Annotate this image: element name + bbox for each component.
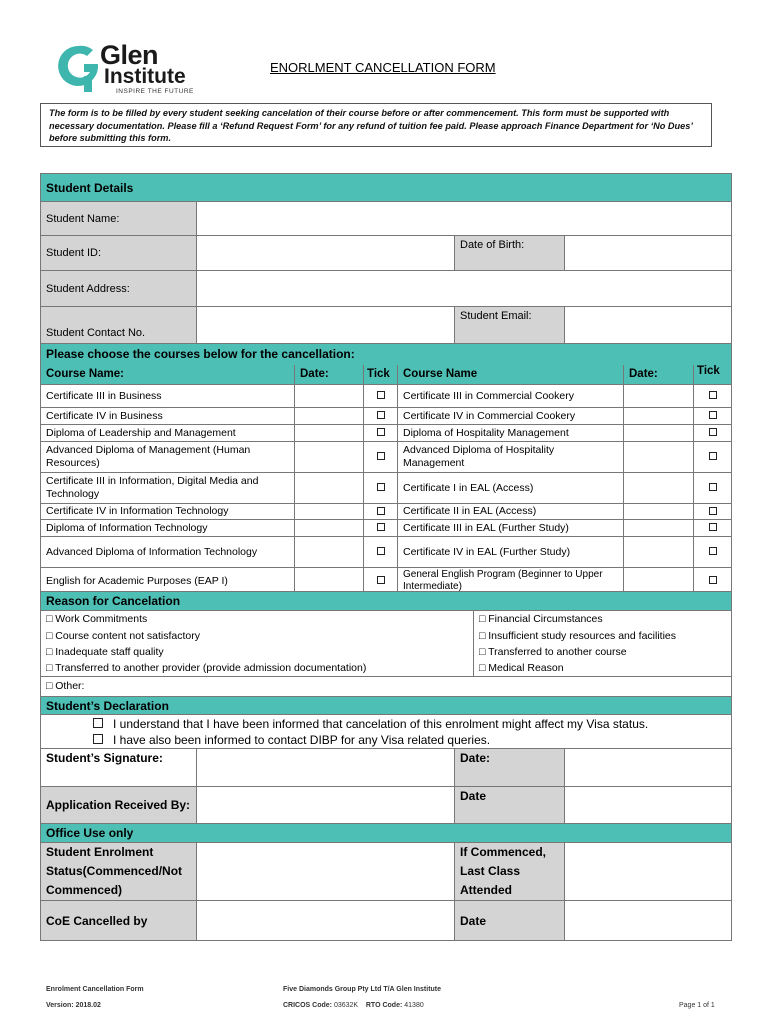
page-title: ENORLMENT CANCELLATION FORM [270, 60, 496, 75]
course-left-5-checkbox[interactable] [377, 483, 385, 491]
student-email-field[interactable] [565, 307, 732, 344]
course-right-2: Certificate IV in Commercial Cookery [398, 408, 624, 425]
reason-heading: Reason for Cancelation [41, 592, 732, 611]
received-by-field[interactable] [197, 787, 455, 824]
coe-cancelled-label: CoE Cancelled by [41, 901, 197, 941]
course-right-2-date[interactable] [624, 408, 694, 425]
reason-checkbox-5[interactable]: □ [479, 613, 489, 626]
coe-cancelled-field[interactable] [197, 901, 455, 941]
course-left-2-checkbox[interactable] [377, 411, 385, 419]
received-by-label: Application Received By: [41, 787, 197, 824]
student-address-label: Student Address: [41, 271, 197, 307]
col-tick: Tick [364, 365, 398, 385]
coe-date-label: Date [455, 901, 565, 941]
student-address-field[interactable] [197, 271, 732, 307]
course-left-3: Diploma of Leadership and Management [41, 425, 295, 442]
reason-checkbox-other[interactable]: □ [46, 680, 56, 692]
course-right-1-date[interactable] [624, 385, 694, 408]
course-left-5: Certificate III in Information, Digital Media and Technology [41, 473, 295, 504]
signature-date-field[interactable] [565, 749, 732, 787]
course-right-6-checkbox[interactable] [709, 507, 717, 515]
course-right-4-date[interactable] [624, 442, 694, 473]
footer-codes: CRICOS Code: 03632K RTO Code: 41380 [283, 1002, 424, 1009]
student-details-table [40, 173, 732, 344]
received-date-field[interactable] [565, 787, 732, 824]
dob-field[interactable] [565, 236, 732, 271]
footer-page-number: Page 1 of 1 [679, 1002, 715, 1009]
reason-label-5: Financial Circumstances [488, 613, 603, 626]
course-right-5-checkbox[interactable] [709, 483, 717, 491]
student-name-field[interactable] [197, 202, 732, 236]
logo-tagline: INSPIRE THE FUTURE [116, 88, 194, 95]
course-right-3: Diploma of Hospitality Management [398, 425, 624, 442]
course-right-5-date[interactable] [624, 473, 694, 504]
last-class-field[interactable] [565, 843, 732, 901]
col-course-name-2: Course Name [398, 365, 624, 385]
course-left-8: Advanced Diploma of Information Technology [41, 537, 295, 568]
course-right-7-checkbox[interactable] [709, 523, 717, 531]
office-use-table [40, 823, 732, 941]
student-contact-field[interactable] [197, 307, 455, 344]
courses-table [40, 343, 732, 595]
declaration-line-1: I understand that I have been informed that cancelation of this enrolment might affect my Visa status. [113, 716, 649, 731]
course-right-8: Certificate IV in EAL (Further Study) [398, 537, 624, 568]
col-course-name: Course Name: [41, 365, 295, 385]
footer-version: Version: 2018.02 [46, 1002, 101, 1009]
dob-label: Date of Birth: [455, 236, 565, 271]
course-right-7: Certificate III in EAL (Further Study) [398, 520, 624, 537]
reason-checkbox-2[interactable]: □ [46, 630, 56, 642]
declaration-line-2: I have also been informed to contact DIBP for any Visa related queries. [113, 732, 491, 747]
logo-brand-top: Glen [100, 40, 159, 70]
coe-date-field[interactable] [565, 901, 732, 941]
received-date-label: Date [455, 787, 565, 824]
signature-label: Student’s Signature: [41, 749, 197, 787]
reason-label-7: Transferred to another course [488, 646, 627, 658]
course-right-6: Certificate II in EAL (Access) [398, 504, 624, 520]
course-left-8-checkbox[interactable] [377, 547, 385, 555]
course-left-7-checkbox[interactable] [377, 523, 385, 531]
course-left-1: Certificate III in Business [41, 385, 295, 408]
course-left-6-checkbox[interactable] [377, 507, 385, 515]
course-right-7-date[interactable] [624, 520, 694, 537]
course-left-1-date[interactable] [295, 385, 364, 408]
declaration-table [40, 696, 732, 824]
course-left-1-checkbox[interactable] [377, 391, 385, 399]
course-right-1-checkbox[interactable] [709, 391, 717, 399]
course-left-9: English for Academic Purposes (EAP I) [41, 568, 295, 595]
course-right-9: General English Program (Beginner to Upper Intermediate) [398, 568, 624, 595]
reason-label-1: Work Commitments [55, 613, 148, 626]
course-left-2-date[interactable] [295, 408, 364, 425]
footer-company: Five Diamonds Group Pty Ltd T/A Glen Institute [283, 986, 442, 993]
course-left-8-date[interactable] [295, 537, 364, 568]
course-left-2: Certificate IV in Business [41, 408, 295, 425]
course-left-7-date[interactable] [295, 520, 364, 537]
course-right-1: Certificate III in Commercial Cookery [398, 385, 624, 408]
reason-label-2: Course content not satisfactory [55, 630, 201, 642]
student-id-label: Student ID: [41, 236, 197, 271]
reason-label-3: Inadequate staff quality [55, 646, 164, 658]
logo-brand-bottom: Institute [104, 65, 186, 88]
course-right-9-checkbox[interactable] [709, 576, 717, 584]
reason-checkbox-4[interactable]: □ [46, 661, 56, 674]
reason-checkbox-8[interactable]: □ [479, 661, 489, 674]
reason-checkbox-1[interactable]: □ [46, 613, 56, 626]
declaration-checkbox-1[interactable] [93, 718, 103, 728]
reason-table [40, 591, 732, 697]
col-date-2: Date: [624, 365, 694, 385]
reason-label-8: Medical Reason [488, 661, 564, 674]
office-use-heading: Office Use only [41, 824, 732, 843]
declaration-checkbox-2[interactable] [93, 734, 103, 744]
enrolment-status-field[interactable] [197, 843, 455, 901]
course-left-3-date[interactable] [295, 425, 364, 442]
course-left-7: Diploma of Information Technology [41, 520, 295, 537]
student-details-heading: Student Details [41, 174, 732, 202]
col-tick-2: Tick [694, 365, 732, 385]
last-class-label: If Commenced, Last Class Attended [455, 843, 565, 901]
course-left-5-date[interactable] [295, 473, 364, 504]
logo-mark-icon [54, 42, 102, 94]
course-left-4-checkbox[interactable] [377, 452, 385, 460]
reason-checkbox-7[interactable]: □ [479, 646, 489, 658]
courses-heading: Please choose the courses below for the cancellation: [41, 344, 732, 365]
footer-form-name: Enrolment Cancellation Form [46, 986, 144, 993]
course-right-5: Certificate I in EAL (Access) [398, 473, 624, 504]
course-right-4: Advanced Diploma of Hospitality Management [398, 442, 624, 473]
course-left-3-checkbox[interactable] [377, 428, 385, 436]
course-right-8-date[interactable] [624, 537, 694, 568]
course-right-4-checkbox[interactable] [709, 452, 717, 460]
col-date: Date: [295, 365, 364, 385]
intro-instructions: The form is to be filled by every student seeking cancelation of their course before or after commencement. This form must be supported with necessary documentation. Please fill a ‘Refund Request Form’ for any refund of tuition fee paid. Please approach Finance Department for ‘No Dues’ before submitting this form. [40, 103, 712, 147]
course-right-6-date[interactable] [624, 504, 694, 520]
course-right-2-checkbox[interactable] [709, 411, 717, 419]
course-left-4: Advanced Diploma of Management (Human Resources) [41, 442, 295, 473]
course-left-9-checkbox[interactable] [377, 576, 385, 584]
reason-checkbox-3[interactable]: □ [46, 646, 56, 658]
course-left-6: Certificate IV in Information Technology [41, 504, 295, 520]
reason-label-4: Transferred to another provider (provide admission documentation) [55, 661, 367, 674]
student-id-field[interactable] [197, 236, 455, 271]
course-right-8-checkbox[interactable] [709, 547, 717, 555]
glen-institute-logo [54, 40, 204, 96]
course-left-4-date[interactable] [295, 442, 364, 473]
course-right-3-date[interactable] [624, 425, 694, 442]
declaration-heading: Student’s Declaration [41, 697, 732, 715]
signature-date-label: Date: [455, 749, 565, 787]
reason-checkbox-6[interactable]: □ [479, 630, 489, 642]
signature-field[interactable] [197, 749, 455, 787]
reason-label-other: Other: [55, 680, 85, 692]
course-right-3-checkbox[interactable] [709, 428, 717, 436]
student-contact-label: Student Contact No. [41, 307, 197, 344]
student-email-label: Student Email: [455, 307, 565, 344]
student-name-label: Student Name: [41, 202, 197, 236]
reason-label-6: Insufficient study resources and facilities [488, 630, 676, 642]
course-left-6-date[interactable] [295, 504, 364, 520]
enrolment-status-label: Student Enrolment Status(Commenced/Not Commenced) [41, 843, 197, 901]
